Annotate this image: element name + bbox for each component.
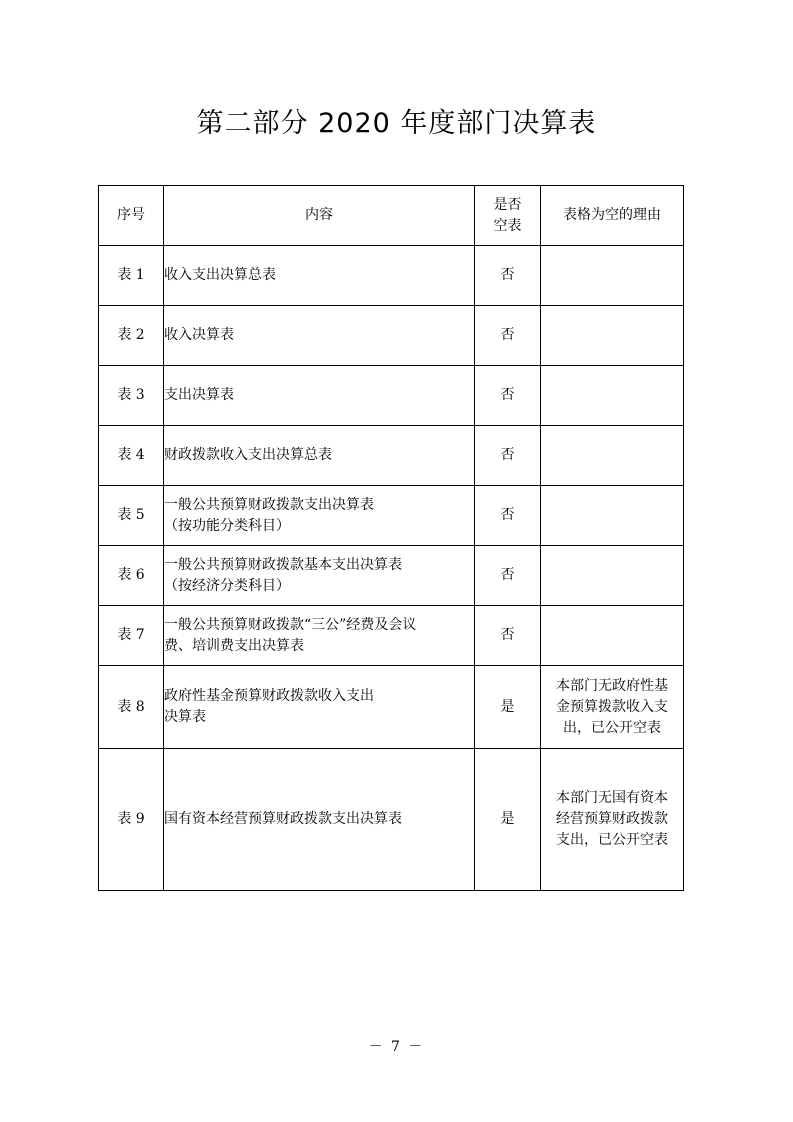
row-empty: 是 [475, 749, 541, 891]
table-header-row [99, 186, 684, 246]
table-row [99, 426, 684, 486]
row-content-line: （按功能分类科目） [164, 517, 290, 534]
row-content [164, 246, 475, 306]
row-seq: 表 4 [99, 426, 164, 486]
row-content [164, 749, 475, 891]
row-seq: 表 1 [99, 246, 164, 306]
row-reason [541, 606, 684, 666]
report-table [98, 185, 684, 891]
row-content [164, 366, 475, 426]
row-reason [541, 426, 684, 486]
header-content: 内容 [164, 186, 475, 246]
row-reason-line: 本部门无国有资本 [556, 790, 668, 806]
row-reason-line: 出，已公开空表 [563, 719, 661, 736]
row-reason-line: 本部门无政府性基 [556, 677, 668, 694]
table-row [99, 666, 684, 749]
row-content-line: 支出决算表 [164, 387, 234, 403]
row-reason [541, 666, 684, 749]
row-content-line: 财政拨款收入支出决算总表 [164, 447, 332, 463]
row-content [164, 306, 475, 366]
row-content-line: 一般公共预算财政拨款支出决算表 [164, 496, 374, 513]
page-title: 第二部分 2020 年度部门决算表 [196, 108, 597, 139]
row-content [164, 426, 475, 486]
row-content [164, 606, 475, 666]
row-empty: 否 [475, 306, 541, 366]
page-number: － 7 － [368, 1039, 425, 1055]
row-empty: 是 [475, 666, 541, 749]
row-empty: 否 [475, 366, 541, 426]
row-seq: 表 8 [99, 666, 164, 749]
row-empty: 否 [475, 606, 541, 666]
row-content-line: （按经济分类科目） [164, 577, 290, 594]
header-seq: 序号 [99, 186, 164, 246]
row-seq: 表 9 [99, 749, 164, 891]
row-seq: 表 7 [99, 606, 164, 666]
row-seq: 表 3 [99, 366, 164, 426]
table-row [99, 606, 684, 666]
row-content-line: 决算表 [164, 709, 206, 725]
row-content [164, 666, 475, 749]
row-seq: 表 5 [99, 486, 164, 546]
row-empty: 否 [475, 246, 541, 306]
header-empty-line2: 空表 [493, 217, 522, 234]
table-row [99, 749, 684, 891]
row-content-line: 一般公共预算财政拨款基本支出决算表 [164, 556, 402, 573]
row-content [164, 486, 475, 546]
row-content-line: 费、培训费支出决算表 [164, 637, 304, 654]
row-reason [541, 366, 684, 426]
row-reason [541, 749, 684, 891]
row-content-line: 政府性基金预算财政拨款收入支出 [164, 688, 374, 704]
row-content [164, 546, 475, 606]
row-content-line: 收入支出决算总表 [164, 267, 276, 283]
row-content-line: 一般公共预算财政拨款“三公”经费及会议 [164, 616, 417, 633]
row-reason [541, 306, 684, 366]
row-reason-line: 经营预算财政拨款 [556, 811, 668, 827]
header-reason: 表格为空的理由 [541, 186, 684, 246]
row-reason [541, 486, 684, 546]
row-empty: 否 [475, 426, 541, 486]
header-empty [475, 186, 541, 246]
row-seq: 表 2 [99, 306, 164, 366]
row-content-line: 国有资本经营预算财政拨款支出决算表 [164, 811, 402, 827]
row-content-line: 收入决算表 [164, 327, 234, 343]
row-seq: 表 6 [99, 546, 164, 606]
table-row [99, 486, 684, 546]
table-row [99, 546, 684, 606]
table-row [99, 306, 684, 366]
table-row [99, 246, 684, 306]
row-reason-line: 支出，已公开空表 [556, 832, 668, 848]
row-reason [541, 546, 684, 606]
header-empty-line1: 是否 [493, 196, 522, 213]
row-empty: 否 [475, 486, 541, 546]
row-reason [541, 246, 684, 306]
row-reason-line: 金预算拨款收入支 [556, 698, 668, 715]
row-empty: 否 [475, 546, 541, 606]
table-row [99, 366, 684, 426]
